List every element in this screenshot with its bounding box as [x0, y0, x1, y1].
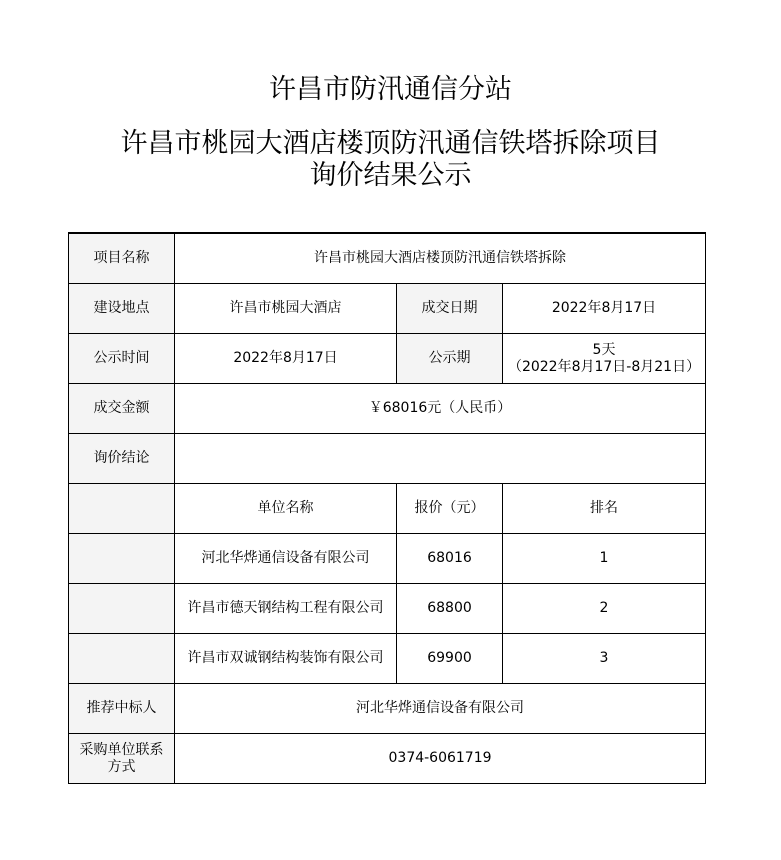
bid-rank: 1	[503, 534, 706, 584]
notice-period-range: （2022年8月17日-8月21日）	[507, 358, 701, 375]
project-name-value: 许昌市桃园大酒店楼顶防汛通信铁塔拆除	[175, 233, 706, 284]
bid-price: 68016	[397, 534, 503, 584]
row-contact	[69, 734, 706, 784]
bid-rank: 3	[503, 634, 706, 684]
contact-value: 0374-6061719	[175, 734, 706, 784]
bid-blank-cell	[69, 484, 175, 534]
bid-blank-cell	[69, 584, 175, 634]
table-row	[69, 584, 706, 634]
row-amount	[69, 384, 706, 434]
table-row	[69, 534, 706, 584]
bid-company-name: 许昌市德天钢结构工程有限公司	[175, 584, 397, 634]
table-row	[69, 634, 706, 684]
notice-time-label: 公示时间	[69, 334, 175, 384]
conclusion-value	[175, 434, 706, 484]
bid-rank: 2	[503, 584, 706, 634]
bid-blank-cell	[69, 634, 175, 684]
result-table	[68, 232, 706, 784]
row-project-name	[69, 233, 706, 284]
organization-title: 许昌市防汛通信分站	[269, 74, 512, 105]
notice-time-value: 2022年8月17日	[175, 334, 397, 384]
bid-header-name: 单位名称	[175, 484, 397, 534]
location-value: 许昌市桃园大酒店	[175, 284, 397, 334]
conclusion-label: 询价结论	[69, 434, 175, 484]
notice-period-days: 5天	[592, 341, 616, 358]
notice-period-label: 公示期	[397, 334, 503, 384]
contact-label	[69, 734, 175, 784]
winner-value: 河北华烨通信设备有限公司	[175, 684, 706, 734]
contact-label-line2: 方式	[107, 758, 136, 775]
notice-title	[0, 128, 781, 192]
row-conclusion	[69, 434, 706, 484]
deal-date-value: 2022年8月17日	[503, 284, 706, 334]
bid-header-rank: 排名	[503, 484, 706, 534]
contact-label-line1: 采购单位联系	[79, 741, 164, 758]
row-location-date	[69, 284, 706, 334]
bid-price: 68800	[397, 584, 503, 634]
row-notice-time	[69, 334, 706, 384]
deal-date-label: 成交日期	[397, 284, 503, 334]
row-bid-headers	[69, 484, 706, 534]
bid-price: 69900	[397, 634, 503, 684]
bid-blank-cell	[69, 534, 175, 584]
amount-value: ￥68016元（人民币）	[175, 384, 706, 434]
bid-header-price: 报价（元）	[397, 484, 503, 534]
location-label: 建设地点	[69, 284, 175, 334]
winner-label: 推荐中标人	[69, 684, 175, 734]
notice-period-value	[503, 334, 706, 384]
project-name-label: 项目名称	[69, 233, 175, 284]
amount-label: 成交金额	[69, 384, 175, 434]
row-winner	[69, 684, 706, 734]
bid-company-name: 河北华烨通信设备有限公司	[175, 534, 397, 584]
notice-title-line2: 询价结果公示	[309, 160, 472, 191]
notice-title-line1: 许昌市桃园大酒店楼顶防汛通信铁塔拆除项目	[120, 128, 661, 159]
bid-company-name: 许昌市双诚钢结构装饰有限公司	[175, 634, 397, 684]
